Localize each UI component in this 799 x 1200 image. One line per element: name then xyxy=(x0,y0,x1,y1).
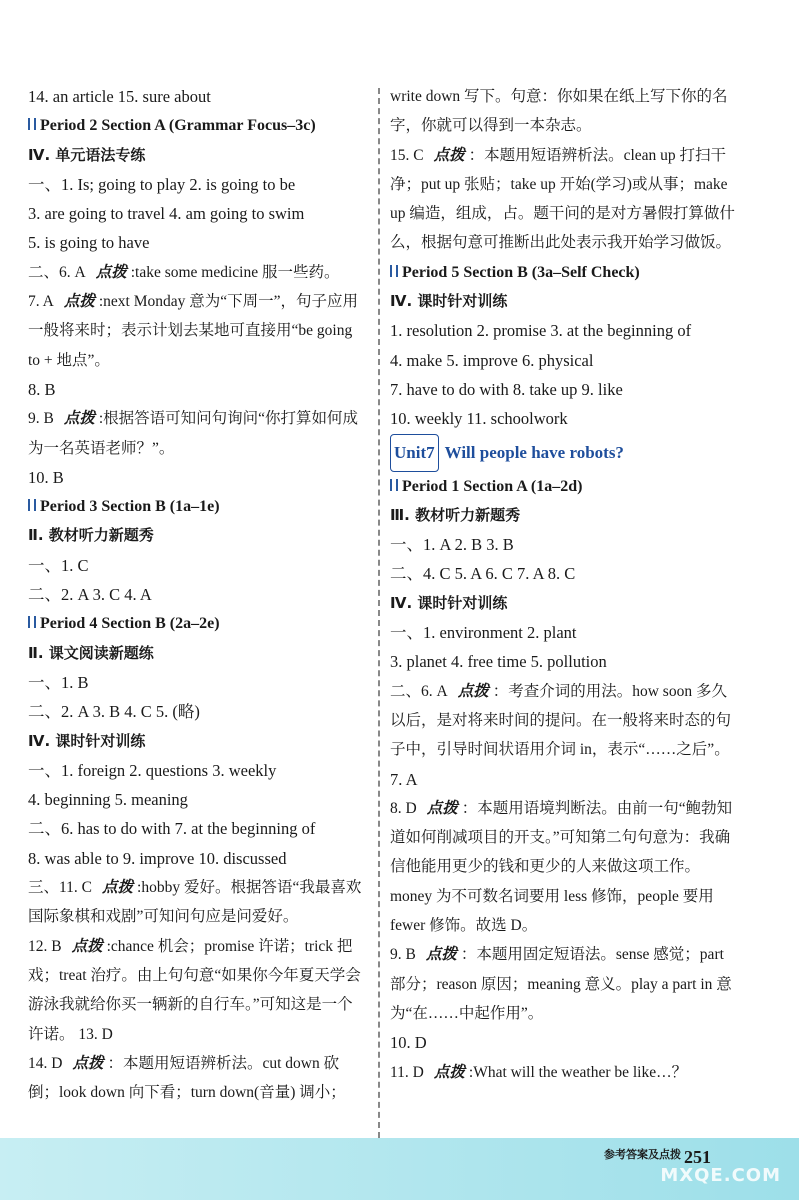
answer-line: 二、6. has to do with 7. at the beginning of xyxy=(28,819,316,839)
heading-text: Period 2 Section A (Grammar Focus–3c) xyxy=(40,117,316,135)
answer-key: 15. C xyxy=(390,146,424,164)
answer-key: 三、11. C xyxy=(28,879,93,897)
section-heading xyxy=(390,258,735,287)
page-number: 251 xyxy=(684,1147,711,1167)
answer-line: 1. resolution 2. promise 3. at the beginning of xyxy=(390,321,692,341)
answer-key: 8. D xyxy=(390,799,417,817)
answer-explanation xyxy=(28,258,368,287)
explanation-text: :hobby 爱好。根据答语“我最喜欢国际象棋和戏剧”可知问句应是问爱好。 xyxy=(28,879,362,926)
answer-line: 一、1. foreign 2. questions 3. weekly xyxy=(28,760,277,780)
explanation-text: ：本题用固定短语法。sense 感觉；part 部分；reason 原因；meaning 意义。play a part in 意为“在……中起作用”。 xyxy=(390,946,732,1022)
heading-text: Period 5 Section B (3a–Self Check) xyxy=(402,263,640,281)
tip-label: 点拨 xyxy=(102,878,134,897)
right-column xyxy=(390,82,735,1087)
answer-explanation xyxy=(390,677,735,765)
tip-label: 点拨 xyxy=(63,409,95,428)
answer-line: 10. D xyxy=(390,1033,427,1053)
answer-key: 12. B xyxy=(28,937,62,955)
answer-line: 14. an article 15. sure about xyxy=(28,87,211,106)
answer-line: 一、1. environment 2. plant xyxy=(390,623,577,643)
answer-key: 11. D xyxy=(390,1063,424,1081)
column-divider xyxy=(378,88,380,1138)
unit-heading-text: Will people have robots? xyxy=(444,442,624,462)
section-heading xyxy=(28,492,368,521)
subsection-title: Ⅱ. 课文阅读新题练 xyxy=(28,643,154,662)
answer-line: 10. weekly 11. schoolwork xyxy=(390,409,568,429)
tip-label: 点拨 xyxy=(433,1062,465,1081)
heading-text: Period 3 Section B (1a–1e) xyxy=(40,498,220,516)
explanation-text: :next Monday 意为“下周一”，句子应用一般将来时；表示计划去某地可直接用“be going to + 地点”。 xyxy=(28,293,359,369)
answer-line: 7. A xyxy=(390,769,418,789)
subsection-title: Ⅳ. 课时针对训练 xyxy=(390,292,508,311)
answer-line: 二、2. A 3. C 4. A xyxy=(28,585,152,605)
explanation-text: :chance 机会；promise 许诺；trick 把戏；treat 治疗。由上句句意“如果你今年夏天学会游泳我就给你买一辆新的自行车。”可知这是一个许诺。 13. D xyxy=(28,937,361,1043)
paragraph: write down 写下。句意：你如果在纸上写下你的名字，你就可以得到一本杂志。 xyxy=(390,88,728,135)
heading-text: Period 4 Section B (2a–2e) xyxy=(40,615,220,633)
answer-line: 一、1. B xyxy=(28,672,89,692)
answer-explanation xyxy=(28,932,368,1049)
section-heading xyxy=(390,472,735,501)
tip-label: 点拨 xyxy=(63,292,95,311)
unit-title xyxy=(390,434,735,472)
tip-label: 点拨 xyxy=(426,798,458,817)
heading-marker-icon xyxy=(390,479,398,491)
unit-badge: Unit7 xyxy=(390,434,439,472)
answer-line: 4. beginning 5. meaning xyxy=(28,790,188,810)
answer-explanation xyxy=(28,1049,368,1108)
answer-line: 8. B xyxy=(28,379,56,399)
answer-explanation xyxy=(28,404,368,463)
answer-explanation xyxy=(28,873,368,932)
answer-line: 10. B xyxy=(28,467,64,487)
answer-line: 5. is going to have xyxy=(28,233,150,253)
heading-marker-icon xyxy=(28,118,36,130)
tip-label: 点拨 xyxy=(433,145,465,164)
answer-explanation xyxy=(390,794,735,940)
answer-line: 7. have to do with 8. take up 9. like xyxy=(390,379,623,399)
explanation-text: ：本题用短语辨析法。cut down 砍倒；look down 向下看；turn down(音量) 调小； xyxy=(28,1054,346,1102)
answer-key: 9. B xyxy=(390,946,416,964)
footer-label: 参考答案及点拨 xyxy=(604,1148,681,1161)
answer-explanation xyxy=(28,287,368,375)
answer-explanation xyxy=(390,940,735,1028)
left-column xyxy=(28,82,368,1107)
answer-line: 3. planet 4. free time 5. pollution xyxy=(390,652,607,672)
heading-marker-icon xyxy=(390,265,398,277)
tip-label: 点拨 xyxy=(95,262,127,281)
subsection-title: Ⅳ. 单元语法专练 xyxy=(28,145,146,164)
answer-line: 二、4. C 5. A 6. C 7. A 8. C xyxy=(390,564,576,584)
answer-line: 二、2. A 3. B 4. C 5. (略) xyxy=(28,702,200,722)
answer-line: 3. are going to travel 4. am going to swim xyxy=(28,204,305,224)
heading-text: Period 1 Section A (1a–2d) xyxy=(402,477,583,495)
answer-line: 4. make 5. improve 6. physical xyxy=(390,350,594,370)
explanation-text: :What will the weather be like…？ xyxy=(468,1063,688,1081)
subsection-title: Ⅳ. 课时针对训练 xyxy=(390,593,508,612)
explanation-text: ：本题用短语辨析法。clean up 打扫干净；put up 张贴；take up 开始(学习)或从事；make up 编造，组成，占。题干问的是对方暑假打算做什么，根据句意可推断出此处表示我开始学习做饭。 xyxy=(390,146,735,252)
subsection-title: Ⅳ. 课时针对训练 xyxy=(28,731,146,750)
tip-label: 点拨 xyxy=(425,945,457,964)
section-heading xyxy=(28,111,368,140)
heading-marker-icon xyxy=(28,499,36,511)
explanation-text: :根据答语可知问句询问“你打算如何成为一名英语老师？”。 xyxy=(28,410,359,457)
heading-marker-icon xyxy=(28,616,36,628)
tip-label: 点拨 xyxy=(457,681,489,700)
answer-key: 7. A xyxy=(28,293,54,311)
answer-line: 一、1. A 2. B 3. B xyxy=(390,535,514,555)
answer-line: 一、1. C xyxy=(28,555,89,575)
answer-key: 二、6. A xyxy=(390,682,448,700)
answer-explanation xyxy=(390,1058,735,1087)
section-heading xyxy=(28,609,368,638)
explanation-text: :take some medicine 服一些药。 xyxy=(130,263,340,281)
answer-key: 二、6. A xyxy=(28,263,86,281)
subsection-title: Ⅱ. 教材听力新题秀 xyxy=(28,526,154,545)
answer-line: 8. was able to 9. improve 10. discussed xyxy=(28,848,287,868)
explanation-text: ：本题用语境判断法。由前一句“鲍勃知道如何削减项目的开支。”可知第二句句意为：我确信他能用更少的钱和更少的人来做这项工作。money 为不可数名词要用 less 修饰，people 要用 fewer 修饰。故选 D。 xyxy=(390,799,733,935)
answer-line: 一、1. Is; going to play 2. is going to be xyxy=(28,174,296,194)
answer-explanation xyxy=(390,141,735,258)
tip-label: 点拨 xyxy=(71,936,103,955)
watermark: MXQE.COM xyxy=(660,1165,781,1186)
answer-key: 9. B xyxy=(28,410,54,428)
subsection-title: Ⅲ. 教材听力新题秀 xyxy=(390,505,521,524)
tip-label: 点拨 xyxy=(72,1053,104,1072)
explanation-text: ：考查介词的用法。how soon 多久以后，是对将来时间的提问。在一般将来时态的句子中，引导时间状语用介词 in，表示“……之后”。 xyxy=(390,682,732,759)
answer-key: 14. D xyxy=(28,1054,63,1072)
